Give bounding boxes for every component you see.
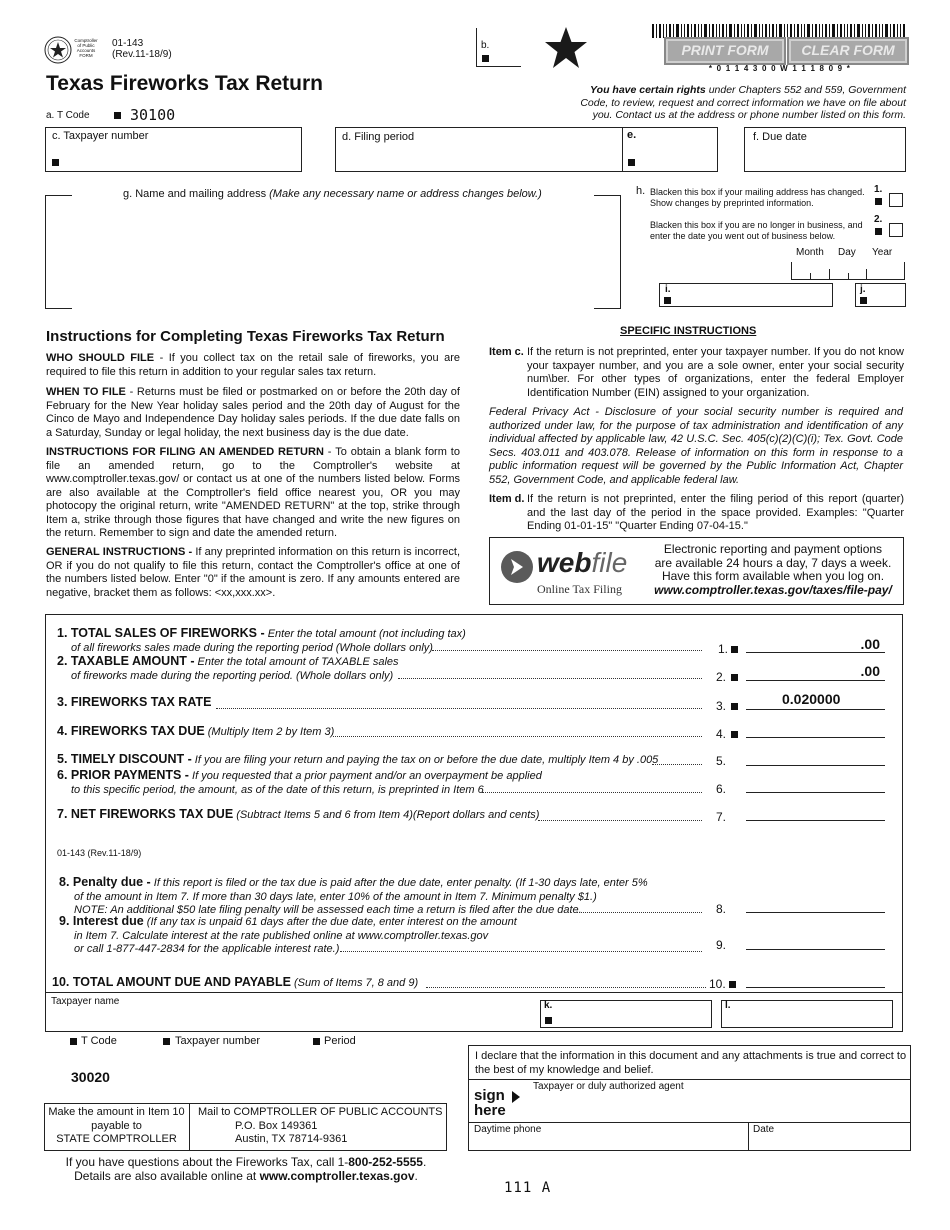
out-of-business-checkbox[interactable] xyxy=(889,223,903,237)
questions-phone: 800-252-5555 xyxy=(348,1155,423,1169)
phone-date-divider xyxy=(748,1122,749,1151)
date-tick xyxy=(829,269,830,279)
item-3-field[interactable] xyxy=(746,709,885,710)
webfile-url[interactable]: www.comptroller.texas.gov/taxes/file-pay/ xyxy=(654,582,892,597)
item-c-text: If the return is not preprinted, enter your taxpayer number. If you do not know your taxpayer number, and you are a sole owner, enter your social security num\ber. For other types of organizations, enter the federal Employer Identification Number (EIN) assigned to your organization. xyxy=(527,346,904,399)
address-changed-checkbox[interactable] xyxy=(889,193,903,207)
item-1-bold: 1. TOTAL SALES OF FIREWORKS - xyxy=(57,626,265,640)
date-field[interactable] xyxy=(753,1134,903,1150)
questions-line1 xyxy=(56,1155,436,1169)
item-8-text: If this report is filed or the tax due is paid after the due date, enter penalty. (If 1-30 days late, enter 5% xyxy=(150,877,648,889)
item-5-leader xyxy=(652,764,702,765)
webfile-line1: Electronic reporting and payment options xyxy=(663,542,883,556)
item-1-text: Enter the total amount (not including tax) xyxy=(264,628,466,640)
payable-line3: STATE COMPTROLLER xyxy=(56,1133,177,1145)
day-label: Day xyxy=(838,247,856,258)
item-d-text: If the return is not preprinted, enter the filing period of this report (quarter) and the last day of the period in the space provided. Examples: "Quarter Ending 01-01-15" "Quarter Ending 07-04-15." xyxy=(527,493,904,532)
questions-line2 xyxy=(56,1169,436,1183)
address-bracket-left xyxy=(45,195,72,309)
taxpayer-name-divider xyxy=(45,992,903,993)
item-1-label xyxy=(57,626,466,640)
when-head: WHEN TO FILE xyxy=(46,386,126,398)
taxpayer-name-label: Taxpayer name xyxy=(51,996,120,1007)
item-2-text2: of fireworks made during the reporting period. (Whole dollars only) xyxy=(71,670,394,682)
item-9-text2: in Item 7. Calculate interest at the rate published online at www.comptroller.texas.gov xyxy=(74,930,489,942)
webfile-logo xyxy=(537,548,627,578)
item-10-marker xyxy=(729,981,736,988)
webfile-line3: Have this form available when you log on. xyxy=(661,569,885,583)
webfile-logo-web: web xyxy=(537,547,592,578)
item-5-bold: 5. TIMELY DISCOUNT - xyxy=(57,752,192,766)
date-tick xyxy=(848,273,849,279)
questions-1c: . xyxy=(422,1155,427,1169)
month-label: Month xyxy=(796,247,824,258)
name-address-label-row xyxy=(123,188,542,200)
revision-note: 01-143 (Rev.11-18/9) xyxy=(57,848,142,858)
item-8-text2: of the amount in Item 7. If more than 30 days late, enter 10% of the amount in Item 7. Minimum penalty $1.) xyxy=(74,891,597,903)
questions-1a: If you have questions about the Fireworks Tax, call 1- xyxy=(65,1155,349,1169)
item-3-marker xyxy=(731,703,738,710)
item-8-field[interactable] xyxy=(746,912,885,913)
address-bracket-right xyxy=(594,195,621,309)
item-10-bold: 10. TOTAL AMOUNT DUE AND PAYABLE xyxy=(52,975,291,989)
item-4-num: 4. xyxy=(716,727,727,741)
payable-line1: Make the amount in Item 10 xyxy=(48,1106,185,1118)
item-7-bold: 7. NET FIREWORKS TAX DUE xyxy=(57,807,234,821)
webfile-logo-file: file xyxy=(591,547,628,578)
item-10-num: 10. xyxy=(709,977,726,991)
item-2-leader xyxy=(398,678,702,679)
e-marker xyxy=(628,159,635,166)
taxpayer-number-footer-marker xyxy=(163,1038,170,1045)
specific-heading: SPECIFIC INSTRUCTIONS xyxy=(620,325,757,337)
sign-line1: sign xyxy=(474,1087,505,1104)
h2-text: Blacken this box if you are no longer in business, and enter the date you went out of business below. xyxy=(650,220,863,241)
item-5-text: If you are filing your return and paying the tax on or before the due date, multiply Item 4 by .005 xyxy=(191,754,659,766)
item-8-text3: NOTE: An additional $50 late filing penalty will be assessed each time a return is filed after the due date. xyxy=(74,904,582,916)
comptroller-seal-icon xyxy=(44,36,72,64)
questions-2a: Details are also available online at xyxy=(74,1169,260,1183)
item-8-num: 8. xyxy=(716,902,727,916)
daytime-phone-label: Daytime phone xyxy=(474,1124,542,1135)
item-4-marker xyxy=(731,731,738,738)
item-5-field[interactable] xyxy=(746,765,885,766)
payable-line2: payable to xyxy=(91,1119,142,1132)
h2-num: 2. xyxy=(874,214,883,225)
item-8-leader xyxy=(577,912,702,913)
signature-divider xyxy=(468,1122,911,1123)
item-6-text: If you requested that a prior payment and/or an overpayment be applied xyxy=(188,770,542,782)
mail-to xyxy=(198,1106,443,1147)
date-label: Date xyxy=(753,1124,775,1135)
who-should-file xyxy=(46,352,460,379)
when-text: - Returns must be filed or postmarked on or before the 20th day of February for the New Year holiday sales period and the 20th day of August for the Cinco de Mayo and Independence Day holiday sales periods. If the due date falls on a Saturday, Sunday or legal holiday, the next business day is the due date. xyxy=(46,386,460,439)
mail-line2: P.O. Box 149361 xyxy=(235,1119,318,1132)
item-1-num: 1. xyxy=(718,642,729,656)
item-9-field[interactable] xyxy=(746,949,885,950)
taxpayer-number-label: c. Taxpayer number xyxy=(52,130,149,142)
item-10-leader xyxy=(426,987,706,988)
h1-num: 1. xyxy=(874,184,883,195)
taxpayer-name-field[interactable] xyxy=(51,1008,531,1028)
item-2-num: 2. xyxy=(716,670,727,684)
item-9-leader xyxy=(340,951,702,952)
k-label: k. xyxy=(544,1000,553,1011)
privacy-text: Federal Privacy Act - Disclosure of your social security number is required and authorized under law, for the purpose of tax administration and identification of any individual affected by applicable law, 42 U.S.C. Sec. 405(c)(2)(C)(i); Tex. Govt. Code Secs. 403.011 and 403.078. Release of information on this form in response to a public information request will be governed by the Public Information Act, Chapter 552, Government Code, and applicable federal law. xyxy=(489,406,903,486)
declaration-text: I declare that the information in this document and any attachments is true and correct to the best of my knowledge and belief. xyxy=(475,1050,907,1076)
item-7-text: (Subtract Items 5 and 6 from Item 4)(Report dollars and cents) xyxy=(233,809,540,821)
item-2-bold: 2. TAXABLE AMOUNT - xyxy=(57,654,195,668)
item-4-field[interactable] xyxy=(746,737,885,738)
h1-marker xyxy=(875,198,882,205)
item-1-field[interactable] xyxy=(746,652,885,653)
payable-to xyxy=(44,1106,189,1147)
h1-text: Blacken this box if your mailing address has changed. Show changes by preprinted information. xyxy=(650,187,865,208)
questions-url[interactable]: www.comptroller.texas.gov xyxy=(259,1169,415,1183)
item-4-leader xyxy=(333,736,702,737)
amended-head: INSTRUCTIONS FOR FILING AN AMENDED RETURN xyxy=(46,446,324,458)
form-number: 01-143 xyxy=(112,38,144,49)
questions-text xyxy=(56,1155,436,1183)
general-instructions xyxy=(46,546,460,600)
item-7-num: 7. xyxy=(716,810,727,824)
item-2-text: Enter the total amount of TAXABLE sales xyxy=(194,656,399,668)
item-9-text: (If any tax is unpaid 61 days after the due date, enter interest on the amount xyxy=(143,916,517,928)
instructions-heading: Instructions for Completing Texas Fireworks Tax Return xyxy=(46,328,445,345)
item-9-num: 9. xyxy=(716,938,727,952)
item-c-head: Item c. xyxy=(489,346,524,358)
item-7-leader xyxy=(538,820,702,821)
date-tick xyxy=(866,269,867,279)
sign-line2: here xyxy=(474,1102,506,1119)
h2-marker xyxy=(875,228,882,235)
form-revision: (Rev.11-18/9) xyxy=(112,49,172,60)
item-2-marker xyxy=(731,674,738,681)
item-7-field[interactable] xyxy=(746,820,885,821)
sign-arrow-icon xyxy=(512,1091,520,1103)
item-4-text: (Multiply Item 2 by Item 3) xyxy=(204,726,335,738)
item-2-value: .00 xyxy=(860,663,880,679)
i-field[interactable] xyxy=(659,283,833,307)
year-label: Year xyxy=(872,247,893,258)
when-to-file xyxy=(46,386,460,440)
webfile-arrow-icon xyxy=(500,550,534,584)
tcode-footer-label: T Code xyxy=(81,1035,117,1047)
due-date-label: f. Due date xyxy=(753,131,807,143)
item-1-marker xyxy=(731,646,738,653)
declaration-divider xyxy=(468,1079,911,1080)
rights-bold: You have certain rights xyxy=(590,84,706,96)
tcode-marker xyxy=(114,112,121,119)
signature-field[interactable] xyxy=(533,1094,903,1118)
l-field[interactable] xyxy=(721,1000,893,1028)
period-footer-label: Period xyxy=(324,1035,356,1047)
amended-text: - To obtain a blank form to file an amended return, go to the Comptroller's website at www.comptroller.texas.gov/ or contact us at one of the numbers listed below. Forms are also available at the Comptroller's field office nearest you, OR you may photocopy the original return, write "AMENDED RETURN" at the top, strike through Item a, strike through those figures that have changed and write the new figures on the return. Remember to sign and date the amended return. xyxy=(46,446,460,539)
j-marker xyxy=(860,297,867,304)
l-label: l. xyxy=(725,1000,731,1011)
item-6-bold: 6. PRIOR PAYMENTS - xyxy=(57,768,189,782)
barcode-text: * 0 1 1 4 3 0 0 W 1 1 1 8 0 9 * xyxy=(708,64,852,73)
item-10-field[interactable] xyxy=(746,987,885,988)
item-6-text2: to this specific period, the amount, as of the date of this return, is preprinted in Item 6 xyxy=(71,784,484,796)
i-marker xyxy=(664,297,671,304)
page-title: Texas Fireworks Tax Return xyxy=(46,72,323,95)
mail-line3: Austin, TX 78714-9361 xyxy=(235,1133,348,1145)
item-2-field[interactable] xyxy=(746,680,885,681)
name-address-field[interactable] xyxy=(71,195,594,307)
h-label: h. xyxy=(636,185,646,197)
sign-here xyxy=(474,1088,506,1118)
rights-notice xyxy=(560,84,906,122)
general-head: GENERAL INSTRUCTIONS - xyxy=(46,546,193,558)
questions-2c: . xyxy=(414,1169,418,1183)
item-4-bold: 4. FIREWORKS TAX DUE xyxy=(57,724,205,738)
taxpayer-number-footer-label: Taxpayer number xyxy=(175,1035,260,1047)
payment-box-divider xyxy=(189,1103,190,1151)
e-label: e. xyxy=(627,129,637,141)
barcode xyxy=(652,24,908,38)
item-9-bold: 9. Interest due xyxy=(59,914,144,928)
date-tick xyxy=(810,273,811,279)
e-divider xyxy=(622,127,623,172)
item-3-bold: 3. FIREWORKS TAX RATE xyxy=(57,695,212,709)
item-6-leader xyxy=(482,792,702,793)
item-8-bold: 8. Penalty due - xyxy=(59,875,151,889)
tcode-footer-marker xyxy=(70,1038,77,1045)
name-address-label: g. Name and mailing address xyxy=(123,188,267,200)
tcode-label: a. T Code xyxy=(46,110,90,121)
agent-label: Taxpayer or duly authorized agent xyxy=(533,1081,684,1092)
k-field[interactable] xyxy=(540,1000,712,1028)
item-3-value: 0.020000 xyxy=(782,691,841,707)
webfile-subtitle: Online Tax Filing xyxy=(537,582,622,596)
item-1-text2: of all fireworks sales made during the reporting period (Whole dollars only) xyxy=(71,642,433,654)
box-b-marker xyxy=(482,55,489,62)
filing-period-label: d. Filing period xyxy=(342,131,415,143)
clear-form-button[interactable]: CLEAR FORM xyxy=(787,37,909,65)
k-marker xyxy=(545,1017,552,1024)
i-label: i. xyxy=(665,284,671,295)
webfile-text xyxy=(643,543,903,597)
box-b-label: b. xyxy=(481,40,490,51)
print-form-button[interactable]: PRINT FORM xyxy=(664,37,786,65)
who-text: - If you collect tax on the retail sale of fireworks, you are required to file this return in addition to your regular sales tax return. xyxy=(46,352,460,378)
taxpayer-number-marker xyxy=(52,159,59,166)
period-footer-marker xyxy=(313,1038,320,1045)
seal-caption: Comptroller of Public Accounts FORM xyxy=(74,38,98,58)
item-3-num: 3. xyxy=(716,699,727,713)
item-1-value: .00 xyxy=(860,636,880,652)
item-5-num: 5. xyxy=(716,754,727,768)
name-address-note: (Make any necessary name or address changes below.) xyxy=(269,188,542,200)
tcode-value: 30100 xyxy=(130,106,176,124)
item-9-text3: or call 1-877-447-2834 for the applicable interest rate.) xyxy=(74,943,340,955)
item-6-field[interactable] xyxy=(746,792,885,793)
tcode-footer-value: 30020 xyxy=(71,1069,110,1085)
who-head: WHO SHOULD FILE xyxy=(46,352,155,364)
item-d-head: Item d. xyxy=(489,493,525,505)
daytime-phone-field[interactable] xyxy=(474,1134,744,1150)
star-icon xyxy=(544,26,588,70)
general-text: If any preprinted information on this return is incorrect, OR if you do not qualify to file this return, contact the Comptroller's office at one of the numbers listed below. Enter "0" if the amount is zero. If any amounts entered are negative, bracket them as follows: <xx,xxx.xx>. xyxy=(46,546,461,599)
item-1-leader xyxy=(432,650,702,651)
amended-return xyxy=(46,446,460,541)
item-10-text: (Sum of Items 7, 8 and 9) xyxy=(290,977,419,989)
mail-line1: Mail to COMPTROLLER OF PUBLIC ACCOUNTS xyxy=(198,1106,443,1118)
item-6-num: 6. xyxy=(716,782,727,796)
webfile-line2: are available 24 hours a day, 7 days a week. xyxy=(654,555,892,570)
j-label: j. xyxy=(860,284,866,295)
ocr-code: 111 A xyxy=(504,1180,552,1196)
item-3-leader xyxy=(216,708,702,709)
rights-text: under Chapters 552 and 559, Government Code, to review, request and correct information we have on file about you. Contact us at the address or phone number listed on this form. xyxy=(580,84,906,121)
